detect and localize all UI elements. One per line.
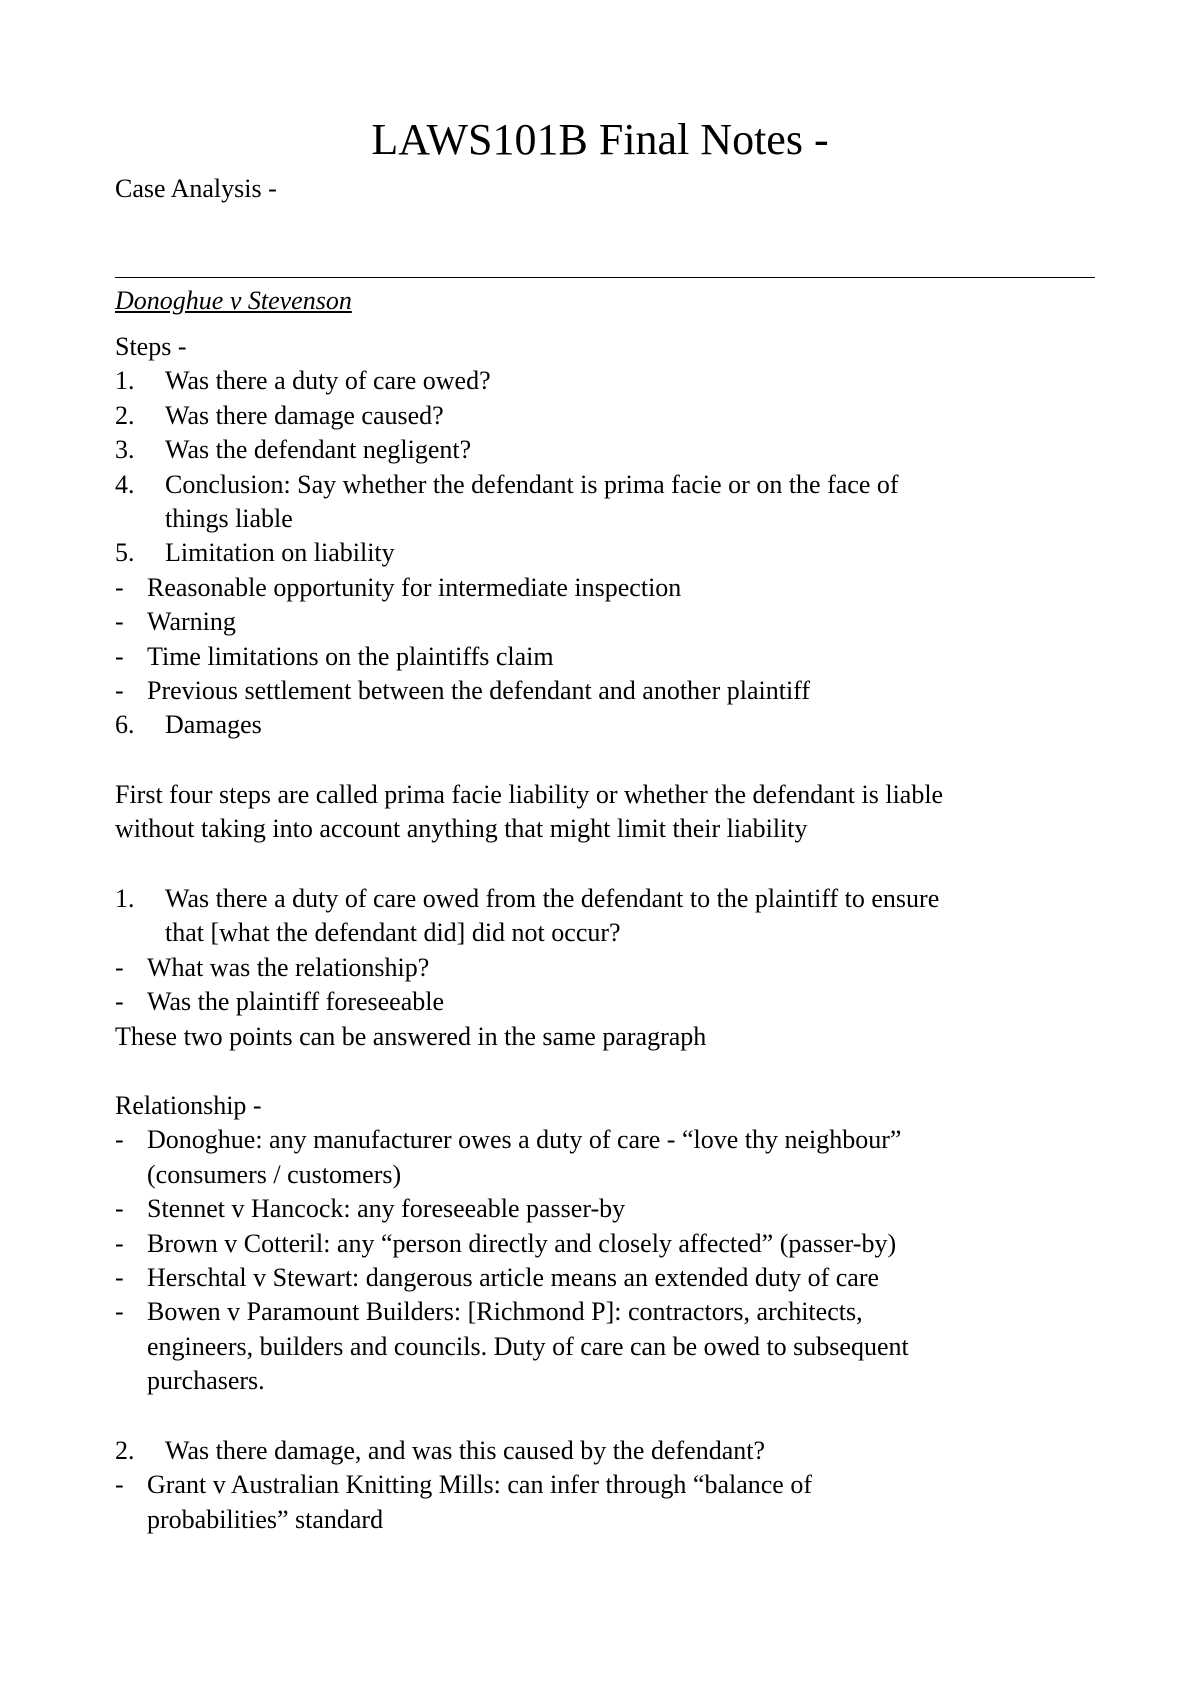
dash-text: Bowen v Paramount Builders: [Richmond P]: contractors, architects, <box>147 1297 863 1327</box>
paragraph-line: These two points can be answered in the same paragraph <box>115 1021 707 1051</box>
dash-continuation: (consumers / customers) <box>147 1159 402 1189</box>
dash-text: Was the plaintiff foreseeable <box>147 987 445 1017</box>
list-item <box>115 708 1100 742</box>
page-title: LAWS101B Final Notes - <box>371 115 829 164</box>
paragraph-line: without taking into account anything that might limit their liability <box>115 814 808 844</box>
list-item <box>115 364 1100 398</box>
dash-bullet: - <box>115 987 124 1017</box>
list-continuation: that [what the defendant did] did not occur? <box>165 918 621 948</box>
dash-item <box>115 605 1100 639</box>
case-heading: Donoghue v Stevenson <box>115 286 352 315</box>
dash-bullet: - <box>115 1228 124 1258</box>
duty-section <box>115 882 1100 1054</box>
dash-item <box>115 640 1100 674</box>
relationship-section <box>115 1089 1100 1399</box>
dash-text: Reasonable opportunity for intermediate inspection <box>147 572 682 602</box>
list-item <box>115 536 1100 570</box>
list-text: Was there damage, and was this caused by the defendant? <box>165 1436 766 1465</box>
list-number: 5. <box>115 538 135 568</box>
dash-item <box>115 1123 1100 1157</box>
dash-bullet: - <box>115 1470 124 1500</box>
dash-bullet: - <box>115 572 124 602</box>
list-item <box>115 399 1100 433</box>
dash-bullet: - <box>115 1125 124 1155</box>
dash-continuation: purchasers. <box>147 1366 265 1396</box>
steps-label: Steps - <box>115 332 187 361</box>
dash-item <box>115 1295 1100 1329</box>
dash-item <box>115 985 1100 1019</box>
dash-bullet: - <box>115 641 124 671</box>
list-text: Conclusion: Say whether the defendant is prima facie or on the face of <box>165 469 899 499</box>
dash-continuation: engineers, builders and councils. Duty of care can be owed to subsequent <box>147 1331 909 1361</box>
list-number: 6. <box>115 710 135 740</box>
list-number: 1. <box>115 884 135 913</box>
dash-text: Donoghue: any manufacturer owes a duty of care - “love thy neighbour” <box>147 1125 902 1155</box>
dash-text: Stennet v Hancock: any foreseeable passer-by <box>147 1194 626 1224</box>
list-text: Was the defendant negligent? <box>165 435 472 465</box>
dash-text: Brown v Cotteril: any “person directly and closely affected” (passer-by) <box>147 1228 897 1258</box>
steps-block <box>115 330 1100 743</box>
list-item <box>115 433 1100 467</box>
list-number: 1. <box>115 366 135 396</box>
dash-bullet: - <box>115 1297 124 1327</box>
dash-item <box>115 1192 1100 1226</box>
dash-item <box>115 1468 1100 1502</box>
dash-bullet: - <box>115 952 124 982</box>
paragraph-line: First four steps are called prima facie liability or whether the defendant is liable <box>115 780 944 809</box>
list-text: Damages <box>165 710 262 740</box>
dash-text: Warning <box>147 607 236 637</box>
list-item <box>115 468 1100 502</box>
list-continuation: things liable <box>165 503 293 533</box>
dash-bullet: - <box>115 1194 124 1224</box>
dash-text: Previous settlement between the defendant and another plaintiff <box>147 675 811 705</box>
list-text: Was there a duty of care owed from the defendant to the plaintiff to ensure <box>165 884 940 913</box>
dash-item <box>115 571 1100 605</box>
list-number: 2. <box>115 1436 135 1465</box>
section-subtitle: Case Analysis - <box>115 174 277 203</box>
list-number: 3. <box>115 435 135 465</box>
horizontal-rule <box>115 277 1095 278</box>
dash-item <box>115 1261 1100 1295</box>
list-text: Limitation on liability <box>165 538 395 568</box>
dash-bullet: - <box>115 607 124 637</box>
list-item <box>115 882 1100 916</box>
prima-facie-paragraph <box>115 778 1100 847</box>
list-text: Was there damage caused? <box>165 400 444 430</box>
dash-item <box>115 1227 1100 1261</box>
dash-bullet: - <box>115 675 124 705</box>
dash-text: What was the relationship? <box>147 952 430 982</box>
list-text: Was there a duty of care owed? <box>165 366 491 396</box>
dash-continuation: probabilities” standard <box>147 1504 384 1534</box>
list-number: 4. <box>115 469 135 499</box>
dash-text: Herschtal v Stewart: dangerous article means an extended duty of care <box>147 1262 880 1292</box>
list-item <box>115 1434 1100 1468</box>
dash-text: Grant v Australian Knitting Mills: can infer through “balance of <box>147 1470 812 1500</box>
damage-section <box>115 1434 1100 1537</box>
dash-bullet: - <box>115 1262 124 1292</box>
dash-item <box>115 951 1100 985</box>
list-number: 2. <box>115 400 135 430</box>
relationship-label: Relationship - <box>115 1091 262 1120</box>
dash-item <box>115 674 1100 708</box>
dash-text: Time limitations on the plaintiffs claim <box>147 641 554 671</box>
